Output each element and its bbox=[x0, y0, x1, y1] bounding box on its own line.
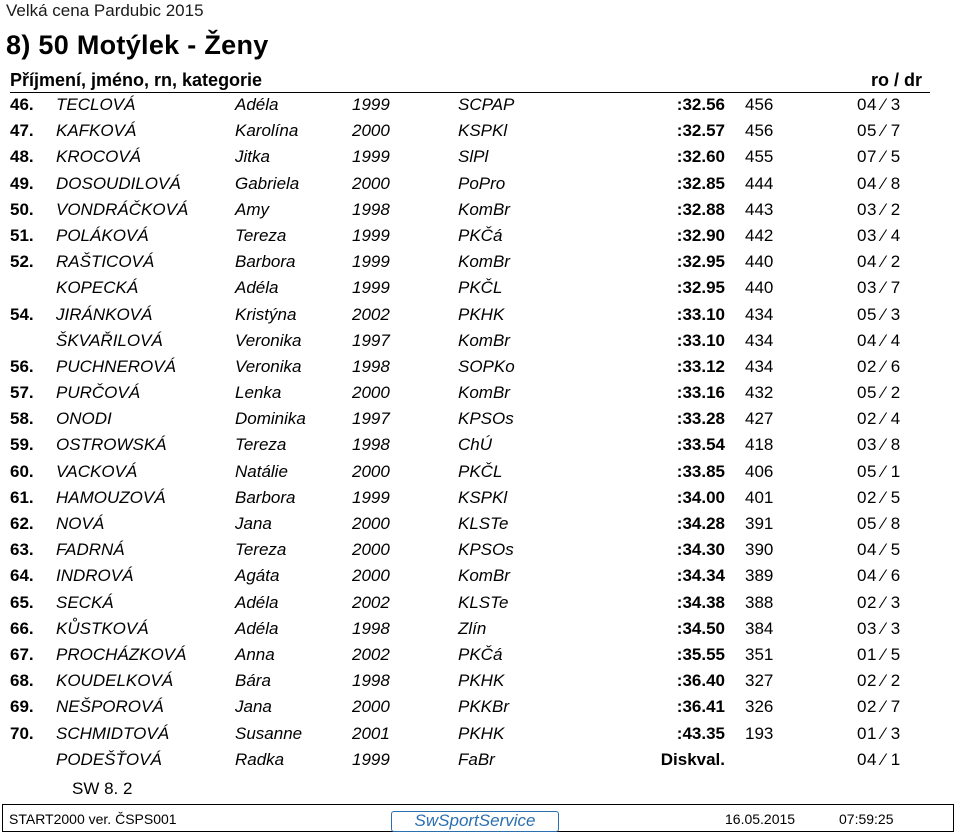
points-cell: 432 bbox=[745, 383, 774, 403]
club-cell: KLSTe bbox=[458, 592, 509, 612]
place-cell: 48. bbox=[10, 147, 34, 167]
time-cell: :36.41 bbox=[676, 697, 725, 717]
birth-year-cell: 1998 bbox=[352, 199, 390, 219]
software-version: START2000 ver. ČSPS001 bbox=[9, 811, 177, 827]
place-cell: 61. bbox=[10, 487, 34, 507]
place-cell: 68. bbox=[10, 671, 34, 691]
points-cell: 434 bbox=[745, 330, 774, 350]
birth-year-cell: 1998 bbox=[352, 435, 390, 455]
birth-year-cell: 1999 bbox=[352, 147, 390, 167]
heat-lane-cell: 04 ⁄ 4 bbox=[857, 330, 901, 350]
first-name-cell: Radka bbox=[235, 749, 285, 769]
first-name-cell: Agáta bbox=[235, 566, 280, 586]
heat-lane-cell: 01 ⁄ 5 bbox=[857, 644, 901, 664]
place-cell: 67. bbox=[10, 644, 34, 664]
birth-year-cell: 1999 bbox=[352, 749, 390, 769]
first-name-cell: Natálie bbox=[235, 461, 288, 481]
first-name-cell: Veronika bbox=[235, 356, 302, 376]
surname-cell: POLÁKOVÁ bbox=[56, 225, 149, 245]
heat-lane-cell: 01 ⁄ 3 bbox=[857, 723, 901, 743]
points-cell: 434 bbox=[745, 304, 774, 324]
surname-cell: KOUDELKOVÁ bbox=[56, 671, 174, 691]
place-cell: 47. bbox=[10, 121, 34, 141]
heat-lane-cell: 02 ⁄ 5 bbox=[857, 487, 901, 507]
points-cell: 440 bbox=[745, 278, 774, 298]
surname-cell: SECKÁ bbox=[56, 592, 114, 612]
heat-lane-cell: 04 ⁄ 3 bbox=[857, 95, 901, 114]
club-cell: KomBr bbox=[458, 330, 510, 350]
place-cell: 64. bbox=[10, 566, 34, 586]
heat-lane-cell: 07 ⁄ 5 bbox=[857, 147, 901, 167]
heat-lane-cell: 02 ⁄ 4 bbox=[857, 409, 901, 429]
surname-cell: PURČOVÁ bbox=[56, 383, 141, 403]
header-columns-label: Příjmení, jméno, rn, kategorie bbox=[10, 70, 263, 90]
time-cell: :33.28 bbox=[676, 409, 725, 429]
first-name-cell: Veronika bbox=[235, 330, 302, 350]
surname-cell: KROCOVÁ bbox=[56, 147, 142, 167]
surname-cell: TECLOVÁ bbox=[56, 95, 136, 114]
birth-year-cell: 1998 bbox=[352, 356, 390, 376]
place-cell: 63. bbox=[10, 540, 34, 560]
surname-cell: FADRNÁ bbox=[56, 540, 125, 560]
table-row bbox=[0, 485, 960, 511]
first-name-cell: Jana bbox=[235, 514, 272, 533]
surname-cell: INDROVÁ bbox=[56, 566, 134, 586]
table-row bbox=[0, 354, 960, 380]
birth-year-cell: 2000 bbox=[352, 540, 390, 560]
surname-cell: KOPECKÁ bbox=[56, 278, 139, 298]
time-cell: :32.95 bbox=[676, 278, 725, 298]
split-note: SW 8. 2 bbox=[72, 779, 133, 798]
birth-year-cell: 1997 bbox=[352, 409, 390, 429]
table-row bbox=[0, 92, 960, 118]
club-cell: PKKBr bbox=[458, 697, 510, 717]
club-cell: KomBr bbox=[458, 566, 510, 586]
place-cell: 50. bbox=[10, 199, 34, 219]
birth-year-cell: 2000 bbox=[352, 514, 390, 533]
birth-year-cell: 2000 bbox=[352, 461, 390, 481]
time-cell: :32.88 bbox=[676, 199, 725, 219]
first-name-cell: Adéla bbox=[235, 618, 279, 638]
first-name-cell: Karolína bbox=[235, 121, 299, 141]
place-cell: 51. bbox=[10, 225, 34, 245]
first-name-cell: Jana bbox=[235, 697, 272, 717]
birth-year-cell: 2002 bbox=[352, 592, 390, 612]
time-cell: :32.95 bbox=[676, 252, 725, 272]
table-row bbox=[0, 118, 960, 144]
place-cell: 52. bbox=[10, 252, 34, 272]
surname-cell: RAŠTICOVÁ bbox=[56, 252, 155, 272]
points-cell: 326 bbox=[745, 697, 774, 717]
club-cell: PKHK bbox=[458, 671, 505, 691]
heat-lane-cell: 03 ⁄ 3 bbox=[857, 618, 901, 638]
surname-cell: NEŠPOROVÁ bbox=[56, 697, 164, 717]
birth-year-cell: 1999 bbox=[352, 278, 390, 298]
first-name-cell: Tereza bbox=[235, 435, 287, 455]
club-cell: FaBr bbox=[458, 749, 495, 769]
first-name-cell: Tereza bbox=[235, 225, 287, 245]
heat-lane-cell: 05 ⁄ 1 bbox=[857, 461, 901, 481]
first-name-cell: Lenka bbox=[235, 383, 282, 403]
time-cell: :33.16 bbox=[676, 383, 725, 403]
club-cell: PKČá bbox=[458, 225, 503, 245]
time-cell: :34.30 bbox=[676, 540, 725, 560]
first-name-cell: Bára bbox=[235, 671, 271, 691]
club-cell: PKČL bbox=[458, 461, 503, 481]
print-time: 07:59:25 bbox=[839, 811, 894, 827]
surname-cell: KŮSTKOVÁ bbox=[56, 618, 149, 638]
table-row bbox=[0, 144, 960, 170]
surname-cell: SCHMIDTOVÁ bbox=[56, 723, 170, 743]
surname-cell: NOVÁ bbox=[56, 514, 105, 533]
points-cell: 455 bbox=[745, 147, 774, 167]
place-cell: 69. bbox=[10, 697, 34, 717]
place-cell: 60. bbox=[10, 461, 34, 481]
table-row bbox=[0, 171, 960, 197]
birth-year-cell: 2000 bbox=[352, 173, 390, 193]
birth-year-cell: 2002 bbox=[352, 304, 390, 324]
place-cell: 54. bbox=[10, 304, 34, 324]
time-cell: :32.56 bbox=[676, 95, 725, 114]
points-cell: 193 bbox=[745, 723, 774, 743]
surname-cell: PUCHNEROVÁ bbox=[56, 356, 176, 376]
place-cell: 49. bbox=[10, 173, 34, 193]
time-cell: :34.50 bbox=[676, 618, 725, 638]
club-cell: PKČá bbox=[458, 644, 503, 664]
time-cell: :33.12 bbox=[676, 356, 725, 376]
first-name-cell: Gabriela bbox=[235, 173, 300, 193]
table-row bbox=[0, 694, 960, 720]
time-cell: :36.40 bbox=[676, 671, 725, 691]
club-cell: PKČL bbox=[458, 278, 503, 298]
surname-cell: ONODI bbox=[56, 409, 112, 429]
club-cell: KomBr bbox=[458, 383, 510, 403]
points-cell: 389 bbox=[745, 566, 774, 586]
points-cell: 327 bbox=[745, 671, 774, 691]
points-cell: 384 bbox=[745, 618, 774, 638]
time-cell: :35.55 bbox=[676, 644, 725, 664]
points-cell: 440 bbox=[745, 252, 774, 272]
time-cell: Diskval. bbox=[660, 749, 725, 769]
birth-year-cell: 1998 bbox=[352, 618, 390, 638]
points-cell: 351 bbox=[745, 644, 774, 664]
time-cell: :32.60 bbox=[676, 147, 725, 167]
heat-lane-cell: 02 ⁄ 2 bbox=[857, 671, 901, 691]
club-cell: KPSOs bbox=[458, 409, 514, 429]
table-row bbox=[0, 223, 960, 249]
birth-year-cell: 2000 bbox=[352, 566, 390, 586]
place-cell: 59. bbox=[10, 435, 34, 455]
birth-year-cell: 2002 bbox=[352, 644, 390, 664]
table-row bbox=[0, 563, 960, 589]
points-cell: 418 bbox=[745, 435, 774, 455]
first-name-cell: Amy bbox=[235, 199, 269, 219]
first-name-cell: Anna bbox=[235, 644, 275, 664]
first-name-cell: Tereza bbox=[235, 540, 287, 560]
table-row bbox=[0, 432, 960, 458]
first-name-cell: Kristýna bbox=[235, 304, 297, 324]
table-row bbox=[0, 459, 960, 485]
time-cell: :43.35 bbox=[676, 723, 725, 743]
heat-lane-cell: 05 ⁄ 2 bbox=[857, 383, 901, 403]
table-row bbox=[0, 406, 960, 432]
time-cell: :34.38 bbox=[676, 592, 725, 612]
heat-lane-cell: 02 ⁄ 3 bbox=[857, 592, 901, 612]
table-row bbox=[0, 668, 960, 694]
time-cell: :33.10 bbox=[676, 330, 725, 350]
birth-year-cell: 1999 bbox=[352, 95, 390, 114]
club-cell: KSPKl bbox=[458, 487, 508, 507]
birth-year-cell: 2000 bbox=[352, 697, 390, 717]
surname-cell: HAMOUZOVÁ bbox=[56, 487, 166, 507]
time-cell: :34.28 bbox=[676, 514, 725, 533]
heat-lane-cell: 03 ⁄ 2 bbox=[857, 199, 901, 219]
table-row bbox=[0, 328, 960, 354]
club-cell: KLSTe bbox=[458, 514, 509, 533]
table-row bbox=[0, 537, 960, 563]
birth-year-cell: 1997 bbox=[352, 330, 390, 350]
first-name-cell: Susanne bbox=[235, 723, 303, 743]
heat-lane-cell: 04 ⁄ 6 bbox=[857, 566, 901, 586]
surname-cell: OSTROWSKÁ bbox=[56, 435, 167, 455]
club-cell: KomBr bbox=[458, 199, 510, 219]
place-cell: 66. bbox=[10, 618, 34, 638]
first-name-cell: Dominika bbox=[235, 409, 306, 429]
surname-cell: KAFKOVÁ bbox=[56, 121, 137, 141]
place-cell: 62. bbox=[10, 514, 34, 533]
first-name-cell: Adéla bbox=[235, 278, 279, 298]
points-cell: 406 bbox=[745, 461, 774, 481]
table-row bbox=[0, 380, 960, 406]
time-cell: :33.10 bbox=[676, 304, 725, 324]
competition-title: Velká cena Pardubic 2015 bbox=[6, 1, 204, 20]
points-cell: 388 bbox=[745, 592, 774, 612]
footer-bar bbox=[2, 804, 954, 832]
points-cell: 401 bbox=[745, 487, 774, 507]
points-cell: 427 bbox=[745, 409, 774, 429]
surname-cell: PODEŠŤOVÁ bbox=[56, 749, 162, 769]
club-cell: PKHK bbox=[458, 304, 505, 324]
heat-lane-cell: 03 ⁄ 4 bbox=[857, 225, 901, 245]
place-cell: 70. bbox=[10, 723, 34, 743]
heat-lane-cell: 05 ⁄ 8 bbox=[857, 514, 901, 533]
time-cell: :32.57 bbox=[676, 121, 725, 141]
points-cell: 443 bbox=[745, 199, 774, 219]
birth-year-cell: 2000 bbox=[352, 121, 390, 141]
place-cell: 56. bbox=[10, 356, 34, 376]
place-cell: 46. bbox=[10, 95, 34, 114]
place-cell: 58. bbox=[10, 409, 34, 429]
heat-lane-cell: 04 ⁄ 5 bbox=[857, 540, 901, 560]
time-cell: :32.85 bbox=[676, 173, 725, 193]
first-name-cell: Jitka bbox=[235, 147, 270, 167]
birth-year-cell: 2001 bbox=[352, 723, 390, 743]
club-cell: SCPAP bbox=[458, 95, 515, 114]
time-cell: :34.00 bbox=[676, 487, 725, 507]
table-row bbox=[0, 590, 960, 616]
table-row bbox=[0, 511, 960, 537]
club-cell: SlPl bbox=[458, 147, 489, 167]
club-cell: ChÚ bbox=[458, 435, 493, 455]
birth-year-cell: 1998 bbox=[352, 671, 390, 691]
table-row bbox=[0, 616, 960, 642]
time-cell: :33.54 bbox=[676, 435, 725, 455]
print-date: 16.05.2015 bbox=[725, 811, 796, 827]
heat-lane-cell: 04 ⁄ 1 bbox=[857, 749, 901, 769]
club-cell: KomBr bbox=[458, 252, 510, 272]
table-row bbox=[0, 275, 960, 301]
club-cell: PKHK bbox=[458, 723, 505, 743]
points-cell: 391 bbox=[745, 514, 774, 533]
surname-cell: ŠKVAŘILOVÁ bbox=[56, 330, 163, 350]
points-cell: 434 bbox=[745, 356, 774, 376]
surname-cell: VACKOVÁ bbox=[56, 461, 138, 481]
place-cell: 57. bbox=[10, 383, 34, 403]
event-title: 8) 50 Motýlek - Ženy bbox=[6, 30, 269, 60]
points-cell: 442 bbox=[745, 225, 774, 245]
birth-year-cell: 1999 bbox=[352, 252, 390, 272]
birth-year-cell: 1999 bbox=[352, 487, 390, 507]
table-row bbox=[0, 721, 960, 747]
club-cell: PoPro bbox=[458, 173, 506, 193]
results-table bbox=[0, 92, 960, 773]
points-cell: 456 bbox=[745, 95, 774, 114]
heat-lane-cell: 05 ⁄ 7 bbox=[857, 121, 901, 141]
heat-lane-cell: 02 ⁄ 6 bbox=[857, 356, 901, 376]
heat-lane-cell: 03 ⁄ 8 bbox=[857, 435, 901, 455]
header-heat-lane-label: ro / dr bbox=[870, 70, 922, 90]
table-row bbox=[0, 642, 960, 668]
surname-cell: DOSOUDILOVÁ bbox=[56, 173, 181, 193]
first-name-cell: Adéla bbox=[235, 95, 279, 114]
table-row bbox=[0, 747, 960, 773]
table-row bbox=[0, 302, 960, 328]
time-cell: :32.90 bbox=[676, 225, 725, 245]
birth-year-cell: 2000 bbox=[352, 383, 390, 403]
table-header bbox=[10, 70, 930, 93]
table-row bbox=[0, 249, 960, 275]
heat-lane-cell: 02 ⁄ 7 bbox=[857, 697, 901, 717]
place-cell: 65. bbox=[10, 592, 34, 612]
surname-cell: JIRÁNKOVÁ bbox=[56, 304, 153, 324]
birth-year-cell: 1999 bbox=[352, 225, 390, 245]
heat-lane-cell: 05 ⁄ 3 bbox=[857, 304, 901, 324]
surname-cell: PROCHÁZKOVÁ bbox=[56, 644, 187, 664]
time-cell: :34.34 bbox=[676, 566, 725, 586]
club-cell: SOPKo bbox=[458, 356, 515, 376]
club-cell: KPSOs bbox=[458, 540, 514, 560]
club-cell: Zlín bbox=[458, 618, 487, 638]
points-cell: 390 bbox=[745, 540, 774, 560]
points-cell: 456 bbox=[745, 121, 774, 141]
heat-lane-cell: 03 ⁄ 7 bbox=[857, 278, 901, 298]
points-cell: 444 bbox=[745, 173, 774, 193]
first-name-cell: Barbora bbox=[235, 487, 296, 507]
surname-cell: VONDRÁČKOVÁ bbox=[56, 199, 189, 219]
sportservice-logo: SwSportService bbox=[391, 811, 559, 832]
heat-lane-cell: 04 ⁄ 2 bbox=[857, 252, 901, 272]
time-cell: :33.85 bbox=[676, 461, 725, 481]
first-name-cell: Barbora bbox=[235, 252, 296, 272]
table-row bbox=[0, 197, 960, 223]
first-name-cell: Adéla bbox=[235, 592, 279, 612]
club-cell: KSPKl bbox=[458, 121, 508, 141]
heat-lane-cell: 04 ⁄ 8 bbox=[857, 173, 901, 193]
